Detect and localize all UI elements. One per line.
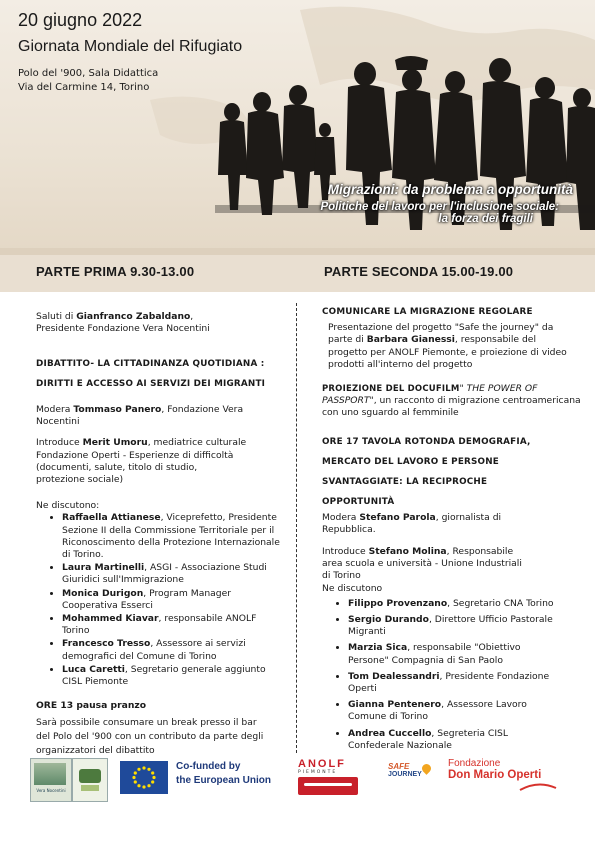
right-intro-name: Stefano Molina bbox=[368, 546, 447, 558]
slogan-line-2: Politiche del lavoro per l'inclusione sociale: bbox=[320, 201, 559, 213]
left-speakers-list bbox=[36, 512, 282, 688]
communicate-title: COMUNICARE LA MIGRAZIONE REGOLARE bbox=[322, 307, 533, 317]
lunch-break-title: ORE 13 pausa pranzo bbox=[36, 700, 147, 712]
operti-swoosh-icon bbox=[518, 782, 558, 792]
speaker-role: , responsabile "Obiettivo Persone" Compagnia di San Paolo bbox=[348, 642, 521, 666]
vera-nocentini-logo bbox=[30, 758, 72, 802]
list-item bbox=[62, 512, 282, 561]
speaker-role: , Viceprefetto, Presidente Sezione II della Commissione Territoriale per il Riconoscimento della Protezione Internazionale di Torino. bbox=[62, 512, 280, 561]
greeting bbox=[36, 311, 274, 335]
left-moderator-prefix: Modera bbox=[36, 404, 74, 415]
venue-line-1: Polo del '900, Sala Didattica bbox=[18, 68, 159, 79]
session-title bbox=[36, 354, 286, 394]
speaker-role: , Assessore Lavoro Comune di Torino bbox=[348, 699, 527, 723]
round-table-title bbox=[322, 432, 582, 512]
speaker-role: , Presidente Fondazione Operti bbox=[348, 670, 550, 695]
vera-nocentini-text: Vera Nocentini bbox=[36, 788, 66, 793]
right-intro-prefix: Introduce bbox=[322, 546, 369, 558]
round-table-line-4: OPPORTUNITÀ bbox=[322, 496, 395, 507]
left-intro-name: Merit Umoru bbox=[82, 437, 148, 449]
eu-cofunded-text bbox=[176, 760, 271, 788]
list-item bbox=[62, 613, 282, 637]
list-item bbox=[348, 699, 558, 723]
right-speakers-list bbox=[322, 598, 558, 752]
journey-text: JOURNEY bbox=[388, 771, 422, 778]
safe-text: SAFE bbox=[388, 762, 410, 771]
left-session bbox=[36, 354, 286, 758]
greeting-prefix: Saluti di bbox=[36, 311, 77, 322]
speaker-name: Mohammed Kiavar bbox=[62, 613, 159, 625]
left-discuss-label: Ne discutono: bbox=[36, 500, 100, 512]
list-item bbox=[348, 642, 558, 666]
speaker-role: , Segretario CNA Torino bbox=[447, 597, 554, 609]
round-table-line-1: ORE 17 TAVOLA ROTONDA DEMOGRAFIA, bbox=[322, 436, 531, 447]
round-table-line-2: MERCATO DEL LAVORO E PERSONE bbox=[322, 456, 499, 467]
right-discuss-label: Ne discutono bbox=[322, 582, 383, 594]
communicate-suffix: , responsabile del progetto per ANOLF Piemonte, e proiezione di video prodotti all'interno del progetto bbox=[328, 334, 567, 370]
docufilm-text: , un racconto di migrazione centroamericana con uno sguardo al femminile bbox=[322, 395, 581, 419]
slogan-line-3: la forza dei fragili bbox=[438, 213, 533, 225]
right-moderator-prefix: Modera bbox=[322, 511, 360, 523]
eu-flag-icon bbox=[120, 761, 168, 794]
right-column bbox=[322, 306, 582, 753]
speaker-name: Monica Durigon bbox=[62, 587, 144, 599]
hero-banner bbox=[0, 0, 595, 255]
speaker-name: Gianna Pentenero bbox=[348, 699, 442, 711]
fondazione-operti-logo bbox=[448, 758, 568, 800]
part-two-heading: PARTE SECONDA 15.00-19.00 bbox=[324, 264, 514, 279]
venue-line-2: Via del Carmine 14, Torino bbox=[18, 82, 150, 93]
speaker-name: Luca Caretti bbox=[62, 663, 125, 675]
speaker-name: Raffaella Attianese bbox=[62, 512, 161, 524]
list-item bbox=[62, 562, 282, 586]
speaker-role: , Direttore Ufficio Pastorale Migranti bbox=[348, 614, 553, 638]
event-date: 20 giugno 2022 bbox=[18, 10, 143, 30]
list-item bbox=[348, 598, 558, 610]
right-intro-text: , Responsabile area scuola e università - Unione Industriali di Torino bbox=[322, 546, 522, 582]
docufilm-label: PROIEZIONE DEL DOCUFILM bbox=[322, 384, 460, 395]
greeting-role: Presidente Fondazione Vera Nocentini bbox=[36, 323, 210, 335]
right-moderator bbox=[322, 512, 532, 536]
left-moderator bbox=[36, 404, 286, 428]
operti-line-1: Fondazione bbox=[448, 758, 501, 769]
greeting-name: Gianfranco Zabaldano bbox=[76, 311, 191, 322]
docufilm-title: " THE POWER OF PASSPORT" bbox=[322, 383, 538, 407]
list-item bbox=[62, 588, 282, 612]
speaker-role: , responsabile ANOLF Torino bbox=[62, 613, 257, 637]
right-intro bbox=[322, 546, 522, 583]
event-venue bbox=[18, 67, 158, 95]
sponsor-logos bbox=[0, 758, 595, 842]
list-item bbox=[62, 638, 282, 662]
partner-logo bbox=[72, 758, 108, 802]
communicate-text bbox=[322, 322, 568, 371]
speaker-name: Marzia Sica bbox=[348, 642, 408, 654]
speaker-role: , Segreteria CISL Confederale Nazionale bbox=[348, 727, 509, 751]
list-item bbox=[348, 614, 558, 638]
left-intro-text: , mediatrice culturale Fondazione Operti - Esperienze di difficoltà (documenti, salute, titolo di studio, protezione sociale) bbox=[36, 437, 247, 486]
greeting-suffix: , bbox=[190, 311, 194, 322]
speaker-name: Sergio Durando bbox=[348, 614, 429, 626]
safe-journey-logo bbox=[388, 762, 436, 796]
left-moderator-name: Tommaso Panero bbox=[73, 404, 162, 415]
left-intro bbox=[36, 437, 248, 486]
round-table-line-3: SVANTAGGIATE: LA RECIPROCHE bbox=[322, 476, 488, 487]
docufilm bbox=[322, 383, 588, 420]
speaker-role: , Segretario generale aggiunto CISL Piemonte bbox=[62, 663, 266, 688]
speaker-name: Laura Martinelli bbox=[62, 562, 145, 574]
list-item bbox=[348, 728, 558, 752]
lunch-break-text: Sarà possibile consumare un break presso il bar del Polo del '900 con un contributo da parte degli organizzatori del dibattito bbox=[36, 717, 264, 757]
list-item bbox=[348, 671, 558, 695]
communicate-name: Barbara Gianessi bbox=[366, 334, 455, 346]
eu-text-line-2: the European Union bbox=[176, 775, 271, 786]
right-moderator-name: Stefano Parola bbox=[359, 511, 436, 523]
left-moderator-role: , Fondazione Vera Nocentini bbox=[36, 404, 244, 428]
anolf-logo bbox=[298, 758, 364, 800]
communicate-prefix: Presentazione del progetto "Safe the journey" da parte di bbox=[328, 322, 554, 346]
slogan-line-1: Migrazioni: da problema a opportunità bbox=[327, 182, 573, 197]
speaker-name: Francesco Tresso bbox=[62, 638, 151, 650]
list-item bbox=[62, 664, 282, 688]
speaker-role: , Assessore ai servizi demografici del Comune di Torino bbox=[62, 638, 246, 662]
left-intro-prefix: Introduce bbox=[36, 437, 83, 449]
session-title-line-2: DIRITTI E ACCESSO AI SERVIZI DEI MIGRANTI bbox=[36, 379, 266, 389]
column-divider bbox=[296, 303, 297, 753]
part-one-heading: PARTE PRIMA 9.30-13.00 bbox=[36, 264, 195, 279]
operti-line-2: Don Mario Operti bbox=[448, 769, 542, 781]
slogan bbox=[320, 182, 573, 225]
speaker-name: Andrea Cuccello bbox=[348, 727, 432, 739]
speaker-role: , ASGI - Associazione Studi Giuridici sull'Immigrazione bbox=[62, 562, 267, 586]
session-title-line-1: DIBATTITO- LA CITTADINANZA QUOTIDIANA : bbox=[36, 359, 265, 369]
speaker-name: Filippo Provenzano bbox=[348, 597, 448, 609]
anolf-text: ANOLF bbox=[298, 758, 346, 770]
anolf-subtext: PIEMONTE bbox=[298, 770, 338, 775]
eu-text-line-1: Co-funded by bbox=[176, 761, 241, 772]
speaker-role: , Program Manager Cooperativa Esserci bbox=[62, 587, 232, 611]
speaker-name: Tom Dealessandri bbox=[348, 670, 440, 682]
right-moderator-role: , giornalista di Repubblica. bbox=[322, 511, 502, 535]
left-column bbox=[36, 311, 274, 335]
event-title: Giornata Mondiale del Rifugiato bbox=[18, 38, 243, 55]
